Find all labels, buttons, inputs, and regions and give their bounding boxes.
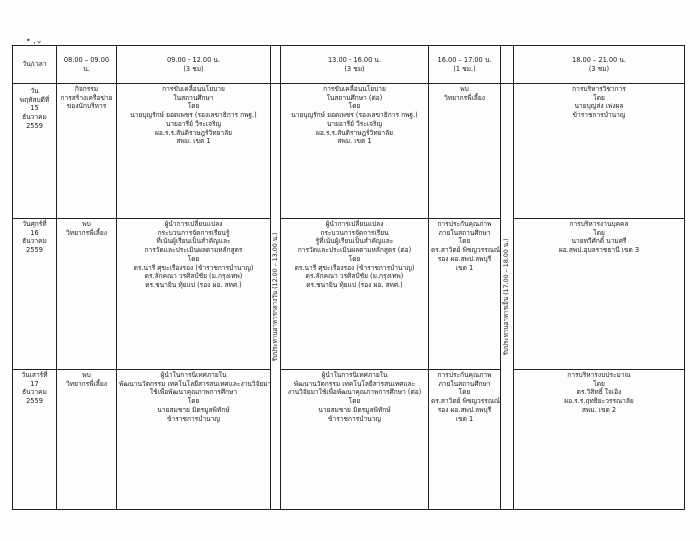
header-row (13, 46, 685, 84)
header-dinner-gap (501, 46, 514, 84)
dinner-break-label: รับประทานอาหารเย็น (17.00 – 18.00 น.) (502, 237, 510, 356)
day-cell: วัน พฤหัสบดีที่ 15 ธันวาคม 2559 (13, 84, 57, 219)
schedule-table (12, 45, 685, 510)
header-slot3: 13.00 - 16.00 น. (3 ชม) (281, 46, 429, 84)
slot1-cell: กิจกรรม การสร้างเครือข่าย ของนักบริหาร (57, 84, 117, 219)
slot4-cell: การประกันคุณภาพ ภายในสถานศึกษา โดย ดร.สาวิตย์ พิชญวรรณณ์ รอง ผอ.สพป.ลพบุรี เขต 1 (429, 370, 501, 510)
table-row (13, 370, 685, 510)
slot2-cell: ผู้นำการเปลี่ยนแปลง กระบวนการจัดการเรียนรู้ ที่เน้นผู้เรียนเป็นสำคัญและ การวัดและประเมินผลตามหลักสูตร โดย ดร.นารี ศุขะเรืองรอง (ข้าราชการบำนาญ) ดร.ลักคณา วรศิลป์ชัย (ม.กรุงเทพ) ดร.ชนายิน ทุ้ยแป (รอง ผอ. สทศ.) (117, 219, 271, 370)
slot4-cell: พบ วิทยากรพี่เลี้ยง (429, 84, 501, 219)
header-slot4: 16.00 – 17.00 น. (1 ชม.) (429, 46, 501, 84)
slot3-cell: การขับเคลื่อนนโยบาย ในสถานศึกษา (ต่อ) โดย นายบุญรักษ์ ยอดเพชร (รองเลขาธิการ กพฐ.) นายอารีย์ วีระเจริญ ผอ.ร.ร.สันติราษฎร์วิทยาลัย สพม. เขต 1 (281, 84, 429, 219)
table-row (13, 219, 685, 370)
slot4-cell: การประกันคุณภาพ ภายในสถานศึกษา โดย ดร.สาวิตย์ พิชญวรรณณ์ รอง ผอ.สพป.ลพบุรี เขต 1 (429, 219, 501, 370)
slot2-cell: การขับเคลื่อนนโยบาย ในสถานศึกษา โดย นายบุญรักษ์ ยอดเพชร (รองเลขาธิการ กพฐ.) นายอารีย์ วีระเจริญ ผอ.ร.ร.สันติราษฎร์วิทยาลัย สพม. เขต 1 (117, 84, 271, 219)
header-slot1: 08.00 – 09.00 น. (57, 46, 117, 84)
header-slot5: 18.00 – 21.00 น. (3 ชม) (514, 46, 685, 84)
slot3-cell: ผู้นำในการนิเทศภายใน พัฒนานวัตกรรม เทคโนโลยีสารสนเทศและ งานวิจัยมาใช้เพื่อพัฒนาคุณภาพการศึกษา (ต่อ) โดย นายสมชาย มิตรมูลพิทักษ์ ข้าราชการบำนาญ (281, 370, 429, 510)
header-lunch-gap (271, 46, 281, 84)
slot1-cell: พบ วิทยากรพี่เลี้ยง (57, 219, 117, 370)
dinner-break-cell (501, 84, 514, 510)
slot5-cell: การบริหารงานบุคคล โดย นายทวีศักดิ์ นามศรี ผอ.สพป.อุบลราชธานี เขต 3 (514, 219, 685, 370)
lunch-break-cell (271, 84, 281, 510)
slot2-cell: ผู้นำในการนิเทศภายใน พัฒนานวัตกรรม เทคโนโลยีสารสนเทศและงานวิจัยมา ใช้เพื่อพัฒนาคุณภาพการศึกษา โดย นายสมชาย มิตรมูลพิทักษ์ ข้าราชการบำนาญ (117, 370, 271, 510)
lunch-break-label: รับประทานอาหารกลางวัน (12.00 – 13.00 น.) (271, 231, 279, 362)
day-cell: วันศุกร์ที่ 16 ธันวาคม 2559 (13, 219, 57, 370)
page-mark: • ,⌄ (26, 36, 43, 45)
slot1-cell: พบ วิทยากรพี่เลี้ยง (57, 370, 117, 510)
header-slot2: 09.00 - 12.00 น. (3 ชม) (117, 46, 271, 84)
slot5-cell: การบริหารวิชาการ โดย นายบุญส่ง เพ่งผล ข้าราชการบำนาญ (514, 84, 685, 219)
slot3-cell: ผู้นำการเปลี่ยนแปลง กระบวนการจัดการเรียน รู้ที่เน้นผู้เรียนเป็นสำคัญและ การวัดและประเมินผลตามหลักสูตร (ต่อ) โดย ดร.นารี ศุขะเรืองรอง (ข้าราชการบำนาญ) ดร.ลักคณา วรศิลป์ชัย (ม.กรุงเทพ) ดร.ชนายิน ทุ้ยแป (รอง ผอ. สทศ.) (281, 219, 429, 370)
slot5-cell: การบริหารงบประมาณ โดย ดร.วิสิทธิ์ ใจเอิง ผอ.ร.ร.ฤทธิยะวรรณาลัย สพม. เขต 2 (514, 370, 685, 510)
day-cell: วันเสาร์ที่ 17 ธันวาคม 2559 (13, 370, 57, 510)
header-day-time: วัน/เวลา (13, 46, 57, 84)
table-row (13, 84, 685, 219)
